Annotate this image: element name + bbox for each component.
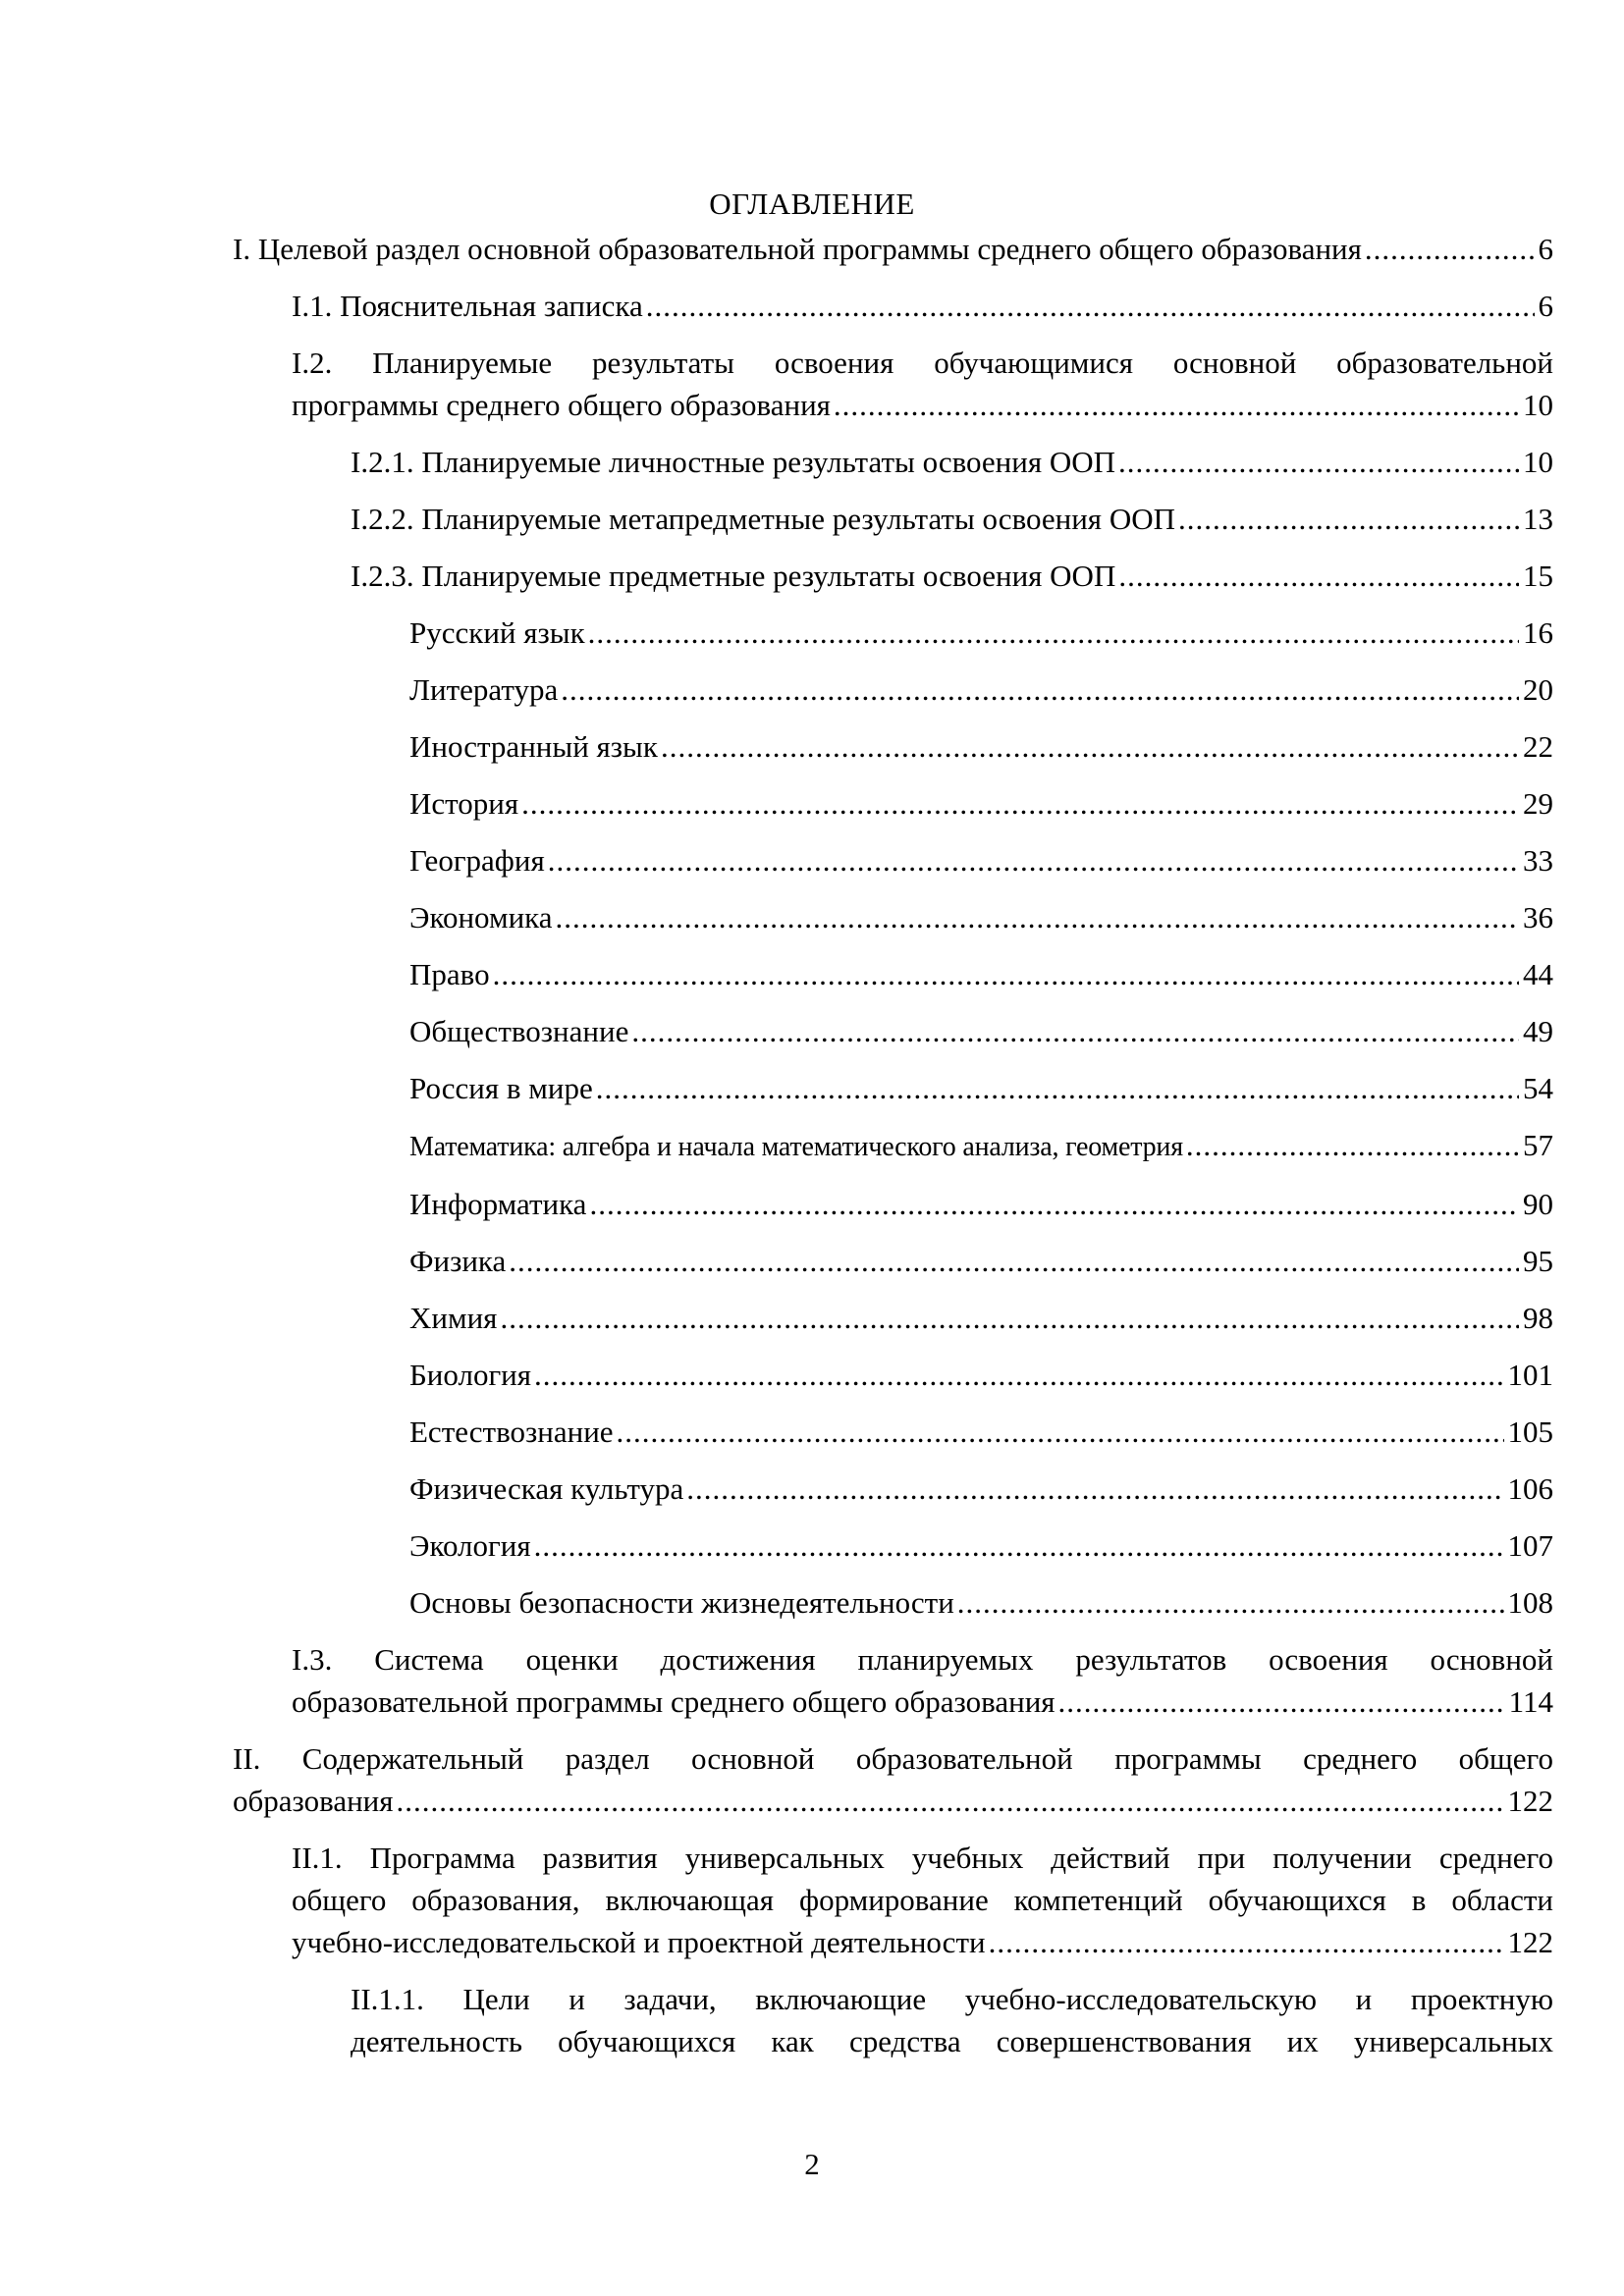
toc-entry-text: I.2.3. Планируемые предметные результаты освоения ООП — [351, 559, 1116, 593]
dot-leader — [556, 896, 1519, 938]
toc-entry-page: 57 — [1523, 1128, 1553, 1162]
toc-entry-text: История — [409, 786, 519, 821]
dot-leader — [534, 1524, 1504, 1567]
table-of-contents — [233, 228, 1553, 2062]
toc-entry-page: 33 — [1523, 843, 1553, 878]
dot-leader — [1365, 228, 1535, 270]
toc-entry-page: 44 — [1523, 957, 1553, 991]
dot-leader — [834, 384, 1519, 426]
toc-entry-page: 114 — [1508, 1684, 1553, 1719]
dot-leader — [1118, 555, 1519, 597]
toc-entry-text: География — [409, 843, 545, 878]
toc-entry-1-2-3[interactable] — [351, 555, 1553, 597]
toc-entry-life-safety[interactable] — [409, 1581, 1553, 1624]
toc-entry-text: программы среднего общего образования — [292, 388, 831, 422]
dot-leader — [548, 839, 1519, 881]
toc-entry-text: Экономика — [409, 900, 553, 934]
dot-leader — [509, 1240, 1519, 1282]
toc-entry-page: 6 — [1538, 289, 1553, 323]
toc-entry-economics[interactable] — [409, 896, 1553, 938]
toc-entry-1-2-1[interactable] — [351, 441, 1553, 483]
toc-entry-text-line: общего образования, включающая формирование компетенций обучающихся в области — [292, 1883, 1553, 1917]
toc-entry-page: 29 — [1523, 786, 1553, 821]
toc-entry-page: 107 — [1507, 1528, 1553, 1563]
dot-leader — [989, 1921, 1504, 1963]
toc-entry-text: I.1. Пояснительная записка — [292, 289, 643, 323]
dot-leader — [1178, 498, 1519, 540]
toc-entry-text-line: деятельность обучающихся как средства совершенствования их универсальных — [351, 2024, 1553, 2058]
toc-entry-chemistry[interactable] — [409, 1297, 1553, 1339]
toc-entry-text: I. Целевой раздел основной образовательной программы среднего общего образования — [233, 232, 1362, 266]
toc-entry-2-1-1[interactable] — [351, 1978, 1553, 2062]
toc-entry-russian[interactable] — [409, 612, 1553, 654]
toc-entry-page: 101 — [1507, 1358, 1553, 1392]
toc-entry-text-line: II.1. Программа развития универсальных учебных действий при получении среднего — [292, 1841, 1553, 1875]
dot-leader — [534, 1354, 1503, 1396]
toc-entry-text: Математика: алгебра и начала математического анализа, геометрия — [409, 1132, 1183, 1162]
toc-entry-law[interactable] — [409, 953, 1553, 995]
toc-entry-text: Русский язык — [409, 615, 585, 650]
dot-leader — [1186, 1124, 1519, 1166]
dot-leader — [493, 953, 1519, 995]
toc-entry-page: 16 — [1523, 615, 1553, 650]
toc-entry-text: Физическая культура — [409, 1471, 684, 1506]
toc-entry-text: Право — [409, 957, 490, 991]
toc-entry-text: I.2.2. Планируемые метапредметные результаты освоения ООП — [351, 502, 1175, 536]
toc-entry-page: 10 — [1523, 445, 1553, 479]
dot-leader — [500, 1297, 1519, 1339]
toc-entry-page: 49 — [1523, 1014, 1553, 1048]
toc-entry-1-2[interactable] — [292, 342, 1553, 426]
toc-entry-biology[interactable] — [409, 1354, 1553, 1396]
toc-entry-literature[interactable] — [409, 668, 1553, 711]
dot-leader — [646, 285, 1535, 327]
toc-entry-text: Химия — [409, 1301, 498, 1335]
toc-entry-page: 108 — [1507, 1585, 1553, 1620]
toc-entry-text-line: I.2. Планируемые результаты освоения обучающимися основной образовательной — [292, 346, 1553, 380]
toc-entry-page: 105 — [1507, 1415, 1553, 1449]
toc-entry-text: учебно-исследовательской и проектной деятельности — [292, 1925, 986, 1959]
toc-entry-page: 106 — [1507, 1471, 1553, 1506]
toc-entry-text: образования — [233, 1784, 394, 1818]
toc-entry-page: 122 — [1507, 1925, 1553, 1959]
toc-entry-natural-science[interactable] — [409, 1411, 1553, 1453]
toc-entry-text-line: I.3. Система оценки достижения планируемых результатов освоения основной — [292, 1642, 1553, 1677]
toc-entry-page: 36 — [1523, 900, 1553, 934]
toc-entry-history[interactable] — [409, 782, 1553, 825]
toc-entry-geography[interactable] — [409, 839, 1553, 881]
toc-entry-text: Информатика — [409, 1187, 587, 1221]
toc-entry-text: Иностранный язык — [409, 729, 658, 764]
toc-entry-text: Биология — [409, 1358, 532, 1392]
dot-leader — [588, 612, 1519, 654]
toc-entry-text: Литература — [409, 672, 559, 707]
toc-entry-text-line: II.1.1. Цели и задачи, включающие учебно-исследовательскую и проектную — [351, 1982, 1553, 2016]
toc-entry-foreign-language[interactable] — [409, 725, 1553, 768]
toc-entry-page: 90 — [1523, 1187, 1553, 1221]
toc-entry-page: 13 — [1523, 502, 1553, 536]
toc-entry-ecology[interactable] — [409, 1524, 1553, 1567]
toc-entry-text: Физика — [409, 1244, 507, 1278]
toc-entry-1-1[interactable] — [292, 285, 1553, 327]
toc-entry-russia-in-world[interactable] — [409, 1067, 1553, 1109]
dot-leader — [661, 725, 1519, 768]
toc-entry-page: 122 — [1507, 1784, 1553, 1818]
dot-leader — [686, 1468, 1503, 1510]
toc-entry-page: 6 — [1538, 232, 1553, 266]
dot-leader — [589, 1183, 1519, 1225]
toc-entry-text: Основы безопасности жизнедеятельности — [409, 1585, 954, 1620]
toc-entry-text: Естествознание — [409, 1415, 614, 1449]
page-number: 2 — [804, 2147, 820, 2181]
dot-leader — [1058, 1681, 1505, 1723]
dot-leader — [561, 668, 1519, 711]
dot-leader — [631, 1010, 1519, 1052]
toc-entry-page: 20 — [1523, 672, 1553, 707]
toc-entry-page: 54 — [1523, 1071, 1553, 1105]
toc-entry-text: I.2.1. Планируемые личностные результаты освоения ООП — [351, 445, 1116, 479]
toc-title: ОГЛАВЛЕНИЕ — [709, 187, 915, 221]
toc-entry-text-line: II. Содержательный раздел основной образовательной программы среднего общего — [233, 1741, 1553, 1776]
dot-leader — [521, 782, 1519, 825]
dot-leader — [617, 1411, 1504, 1453]
toc-entry-1-2-2[interactable] — [351, 498, 1553, 540]
dot-leader — [596, 1067, 1519, 1109]
toc-entry-social-studies[interactable] — [409, 1010, 1553, 1052]
toc-entry-page: 10 — [1523, 388, 1553, 422]
toc-entry-text: образовательной программы среднего общего образования — [292, 1684, 1056, 1719]
toc-entry-section-2[interactable] — [233, 1737, 1553, 1822]
toc-entry-physics[interactable] — [409, 1240, 1553, 1282]
toc-entry-page: 15 — [1523, 559, 1553, 593]
toc-entry-2-1[interactable] — [292, 1837, 1553, 1963]
toc-entry-text: Обществознание — [409, 1014, 629, 1048]
toc-entry-physical-education[interactable] — [409, 1468, 1553, 1510]
dot-leader — [1118, 441, 1519, 483]
toc-entry-text: Экология — [409, 1528, 531, 1563]
toc-entry-page: 98 — [1523, 1301, 1553, 1335]
dot-leader — [397, 1780, 1504, 1822]
toc-entry-section-1[interactable] — [233, 228, 1553, 270]
toc-entry-page: 95 — [1523, 1244, 1553, 1278]
toc-entry-text: Россия в мире — [409, 1071, 593, 1105]
toc-entry-1-3[interactable] — [292, 1638, 1553, 1723]
toc-entry-page: 22 — [1523, 729, 1553, 764]
toc-entry-informatics[interactable] — [409, 1183, 1553, 1225]
toc-entry-mathematics[interactable] — [409, 1124, 1553, 1168]
dot-leader — [957, 1581, 1504, 1624]
